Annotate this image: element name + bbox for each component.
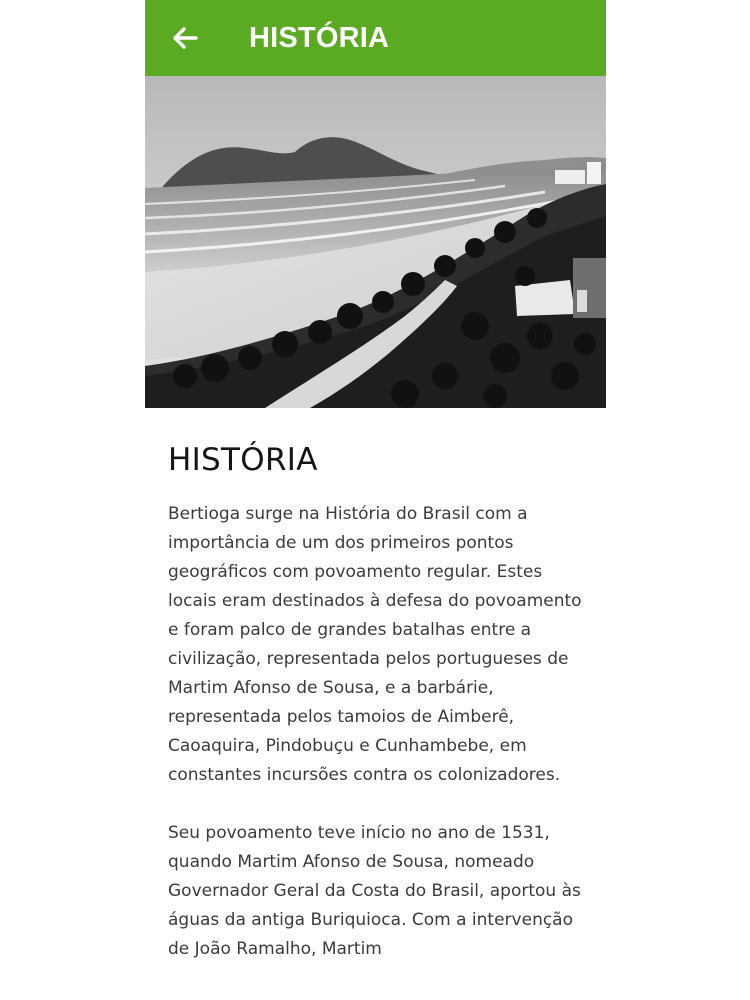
article-paragraph: Bertioga surge na História do Brasil com a importância de um dos primeiros pontos geográficos com povoamento regular. Estes locais eram destinados à defesa do povoamento e foram palco de grandes batalhas entre a civilização, representada pelos portugueses de Martim Afonso de Sousa, e a barbárie, representada pelos tamoios de Aimberê, Caoaquira, Pindobuçu e Cunhambebe, em constantes incursões contra os colonizadores. (168, 504, 582, 785)
article-title: HISTÓRIA (168, 442, 318, 478)
back-button[interactable] (167, 20, 203, 56)
article-paragraph: Seu povoamento teve início no ano de 1531, quando Martim Afonso de Sousa, nomeado Governador Geral da Costa do Brasil, aportou às águas da antiga Buriquioca. Com a intervenção de João Ramalho, Martim (168, 823, 581, 959)
article (145, 408, 606, 964)
arrow-left-icon (171, 24, 199, 52)
hero-image (145, 76, 606, 408)
app-bar-title: HISTÓRIA (249, 21, 390, 54)
app-screen (145, 0, 606, 1000)
app-bar (145, 0, 606, 76)
